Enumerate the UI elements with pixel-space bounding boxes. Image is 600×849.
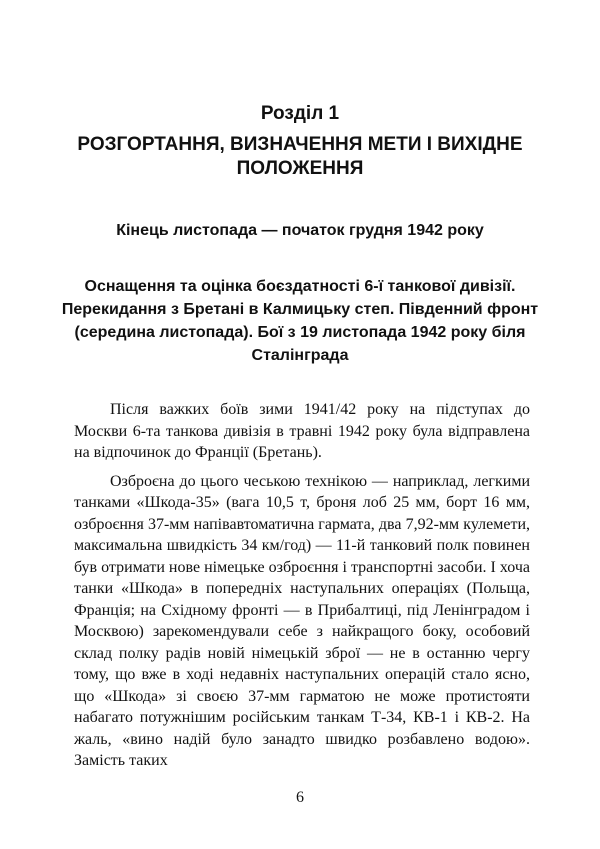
chapter-label: Розділ 1 <box>260 103 340 124</box>
section-title: Оснащення та оцінка боєздатності 6-ї танкової дивізії. Перекидання з Бретані в Калмицьку степ. Південний фронт (середина листопада). Бої з 19 листопада 1942 року біля Сталінграда <box>61 278 539 364</box>
paragraph: Озброєна до цього чеською технікою — наприклад, легкими танками «Шкода-35» (вага 10,5 т, броня лоб 25 мм, борт 16 мм, озброєння 37-мм напівавтоматична гармата, два 7,92-мм кулемети, максимальна швидкість 34 км/год) — 11-й танковий полк повинен був отримати нове німецьке озброєння і транспортні засоби. І хоча танки «Шкода» в попередніх наступальних операціях (Польща, Франція; на Східному фронті — в Прибалтиці, під Ленінградом і Москвою) зарекомендували себе з найкращого боку, особовий склад полку радів новій німецькій зброї — не в останню чергу тому, що вже в ході недавніх наступальних операцій стало ясно, що «Шкода» зі своєю 37-мм гарматою не може протистояти набагато потужнішим російським танкам Т-34, КВ-1 і КВ-2. На жаль, «вино надій було занадто швидко розбавлено водою». Замість таких <box>74 472 530 769</box>
paragraph: Після важких боїв зими 1941/42 року на підступах до Москви 6-та танкова дивізія в травні 1942 року була відправлена на відпочинок до Франції (Бретань). <box>74 401 530 461</box>
page-number: 6 <box>296 789 304 806</box>
chapter-title: РОЗГОРТАННЯ, ВИЗНАЧЕННЯ МЕТИ І ВИХІДНЕ ПОЛОЖЕННЯ <box>77 134 523 179</box>
body-text <box>74 399 530 779</box>
period-subtitle: Кінець листопада — початок грудня 1942 року <box>116 222 484 239</box>
